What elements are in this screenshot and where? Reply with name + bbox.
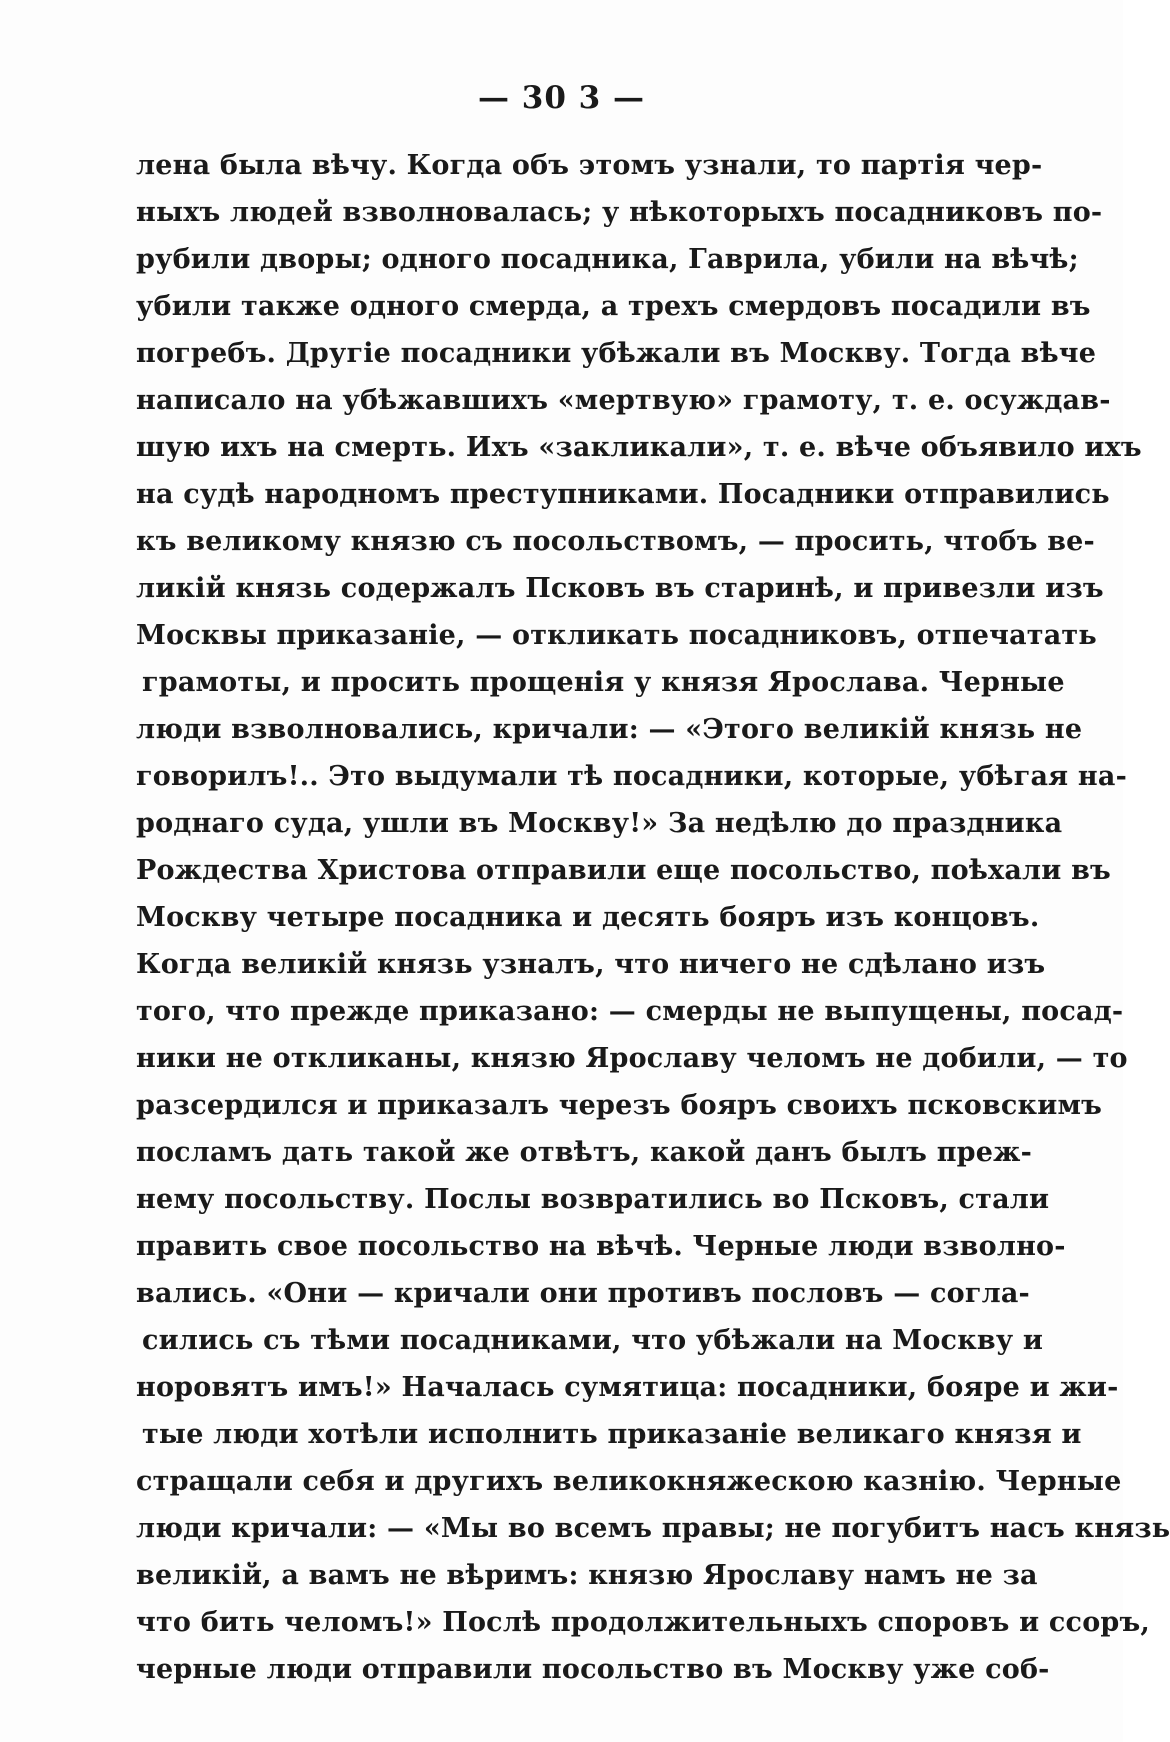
text-line: Москвы приказаніе, — откликать посадниковъ, отпечатать [136, 620, 1097, 651]
text-line: шую ихъ на смерть. Ихъ «закликали», т. е. вѣче объявило ихъ [136, 432, 1142, 463]
text-line: тые люди хотѣли исполнить приказаніе великаго князя и [142, 1419, 1082, 1450]
text-line: великій, а вамъ не вѣримъ: князю Ярославу намъ не за [136, 1560, 1038, 1591]
text-line: люди кричали: — «Мы во всемъ правы; не погубитъ насъ князь [136, 1513, 1170, 1544]
text-line: править свое посольство на вѣчѣ. Черные люди взволно- [136, 1231, 1066, 1262]
text-line: написало на убѣжавшихъ «мертвую» грамоту, т. е. осуждав- [136, 385, 1111, 416]
text-line: стращали себя и другихъ великокняжескою казнію. Черные [136, 1466, 1122, 1497]
text-line: нему посольству. Послы возвратились во Псковъ, стали [136, 1184, 1050, 1215]
text-line: Когда великій князь узналъ, что ничего не сдѣлано изъ [136, 949, 1046, 980]
text-line: говорилъ!.. Это выдумали тѣ посадники, которые, убѣгая на- [136, 761, 1127, 792]
text-line: Рождества Христова отправили еще посольство, поѣхали въ [136, 855, 1111, 886]
text-line: грамоты, и просить прощенія у князя Ярослава. Черные [142, 667, 1065, 698]
text-line: посламъ дать такой же отвѣтъ, какой данъ былъ преж- [136, 1137, 1032, 1168]
page-number: — 30 3 — [477, 80, 646, 116]
body-text [136, 142, 1170, 1693]
text-line: погребъ. Другіе посадники убѣжали въ Москву. Тогда вѣче [136, 338, 1097, 369]
text-line: Москву четыре посадника и десять бояръ изъ концовъ. [136, 902, 1040, 933]
text-line: лена была вѣчу. Когда объ этомъ узнали, то партія чер- [136, 150, 1043, 181]
text-line: къ великому князю съ посольствомъ, — просить, чтобъ ве- [136, 526, 1095, 557]
text-line: ники не откликаны, князю Ярославу челомъ не добили, — то [136, 1043, 1128, 1074]
text-line: люди взволновались, кричали: — «Этого великій князь не [136, 714, 1083, 745]
text-line: убили также одного смерда, а трехъ смердовъ посадили въ [136, 291, 1091, 322]
text-line: черные люди отправили посольство въ Москву уже соб- [136, 1654, 1050, 1685]
text-line: роднаго суда, ушли въ Москву!» За недѣлю до праздника [136, 808, 1063, 839]
text-line: рубили дворы; одного посадника, Гаврила, убили на вѣчѣ; [136, 244, 1079, 275]
text-line: на судѣ народномъ преступниками. Посадники отправились [136, 479, 1110, 510]
text-line: ныхъ людей взволновалась; у нѣкоторыхъ посадниковъ по- [136, 197, 1103, 228]
text-line: ликій князь содержалъ Псковъ въ старинѣ, и привезли изъ [136, 573, 1104, 604]
text-line: что бить челомъ!» Послѣ продолжительныхъ споровъ и ссоръ, [136, 1607, 1150, 1638]
text-line: разсердился и приказалъ черезъ бояръ своихъ псковскимъ [136, 1090, 1103, 1121]
text-line: сились съ тѣми посадниками, что убѣжали на Москву и [142, 1325, 1044, 1356]
text-line: норовятъ имъ!» Началась сумятица: посадники, бояре и жи- [136, 1372, 1119, 1403]
text-line: того, что прежде приказано: — смерды не выпущены, посад- [136, 996, 1124, 1027]
text-line: вались. «Они — кричали они противъ пословъ — согла- [136, 1278, 1030, 1309]
